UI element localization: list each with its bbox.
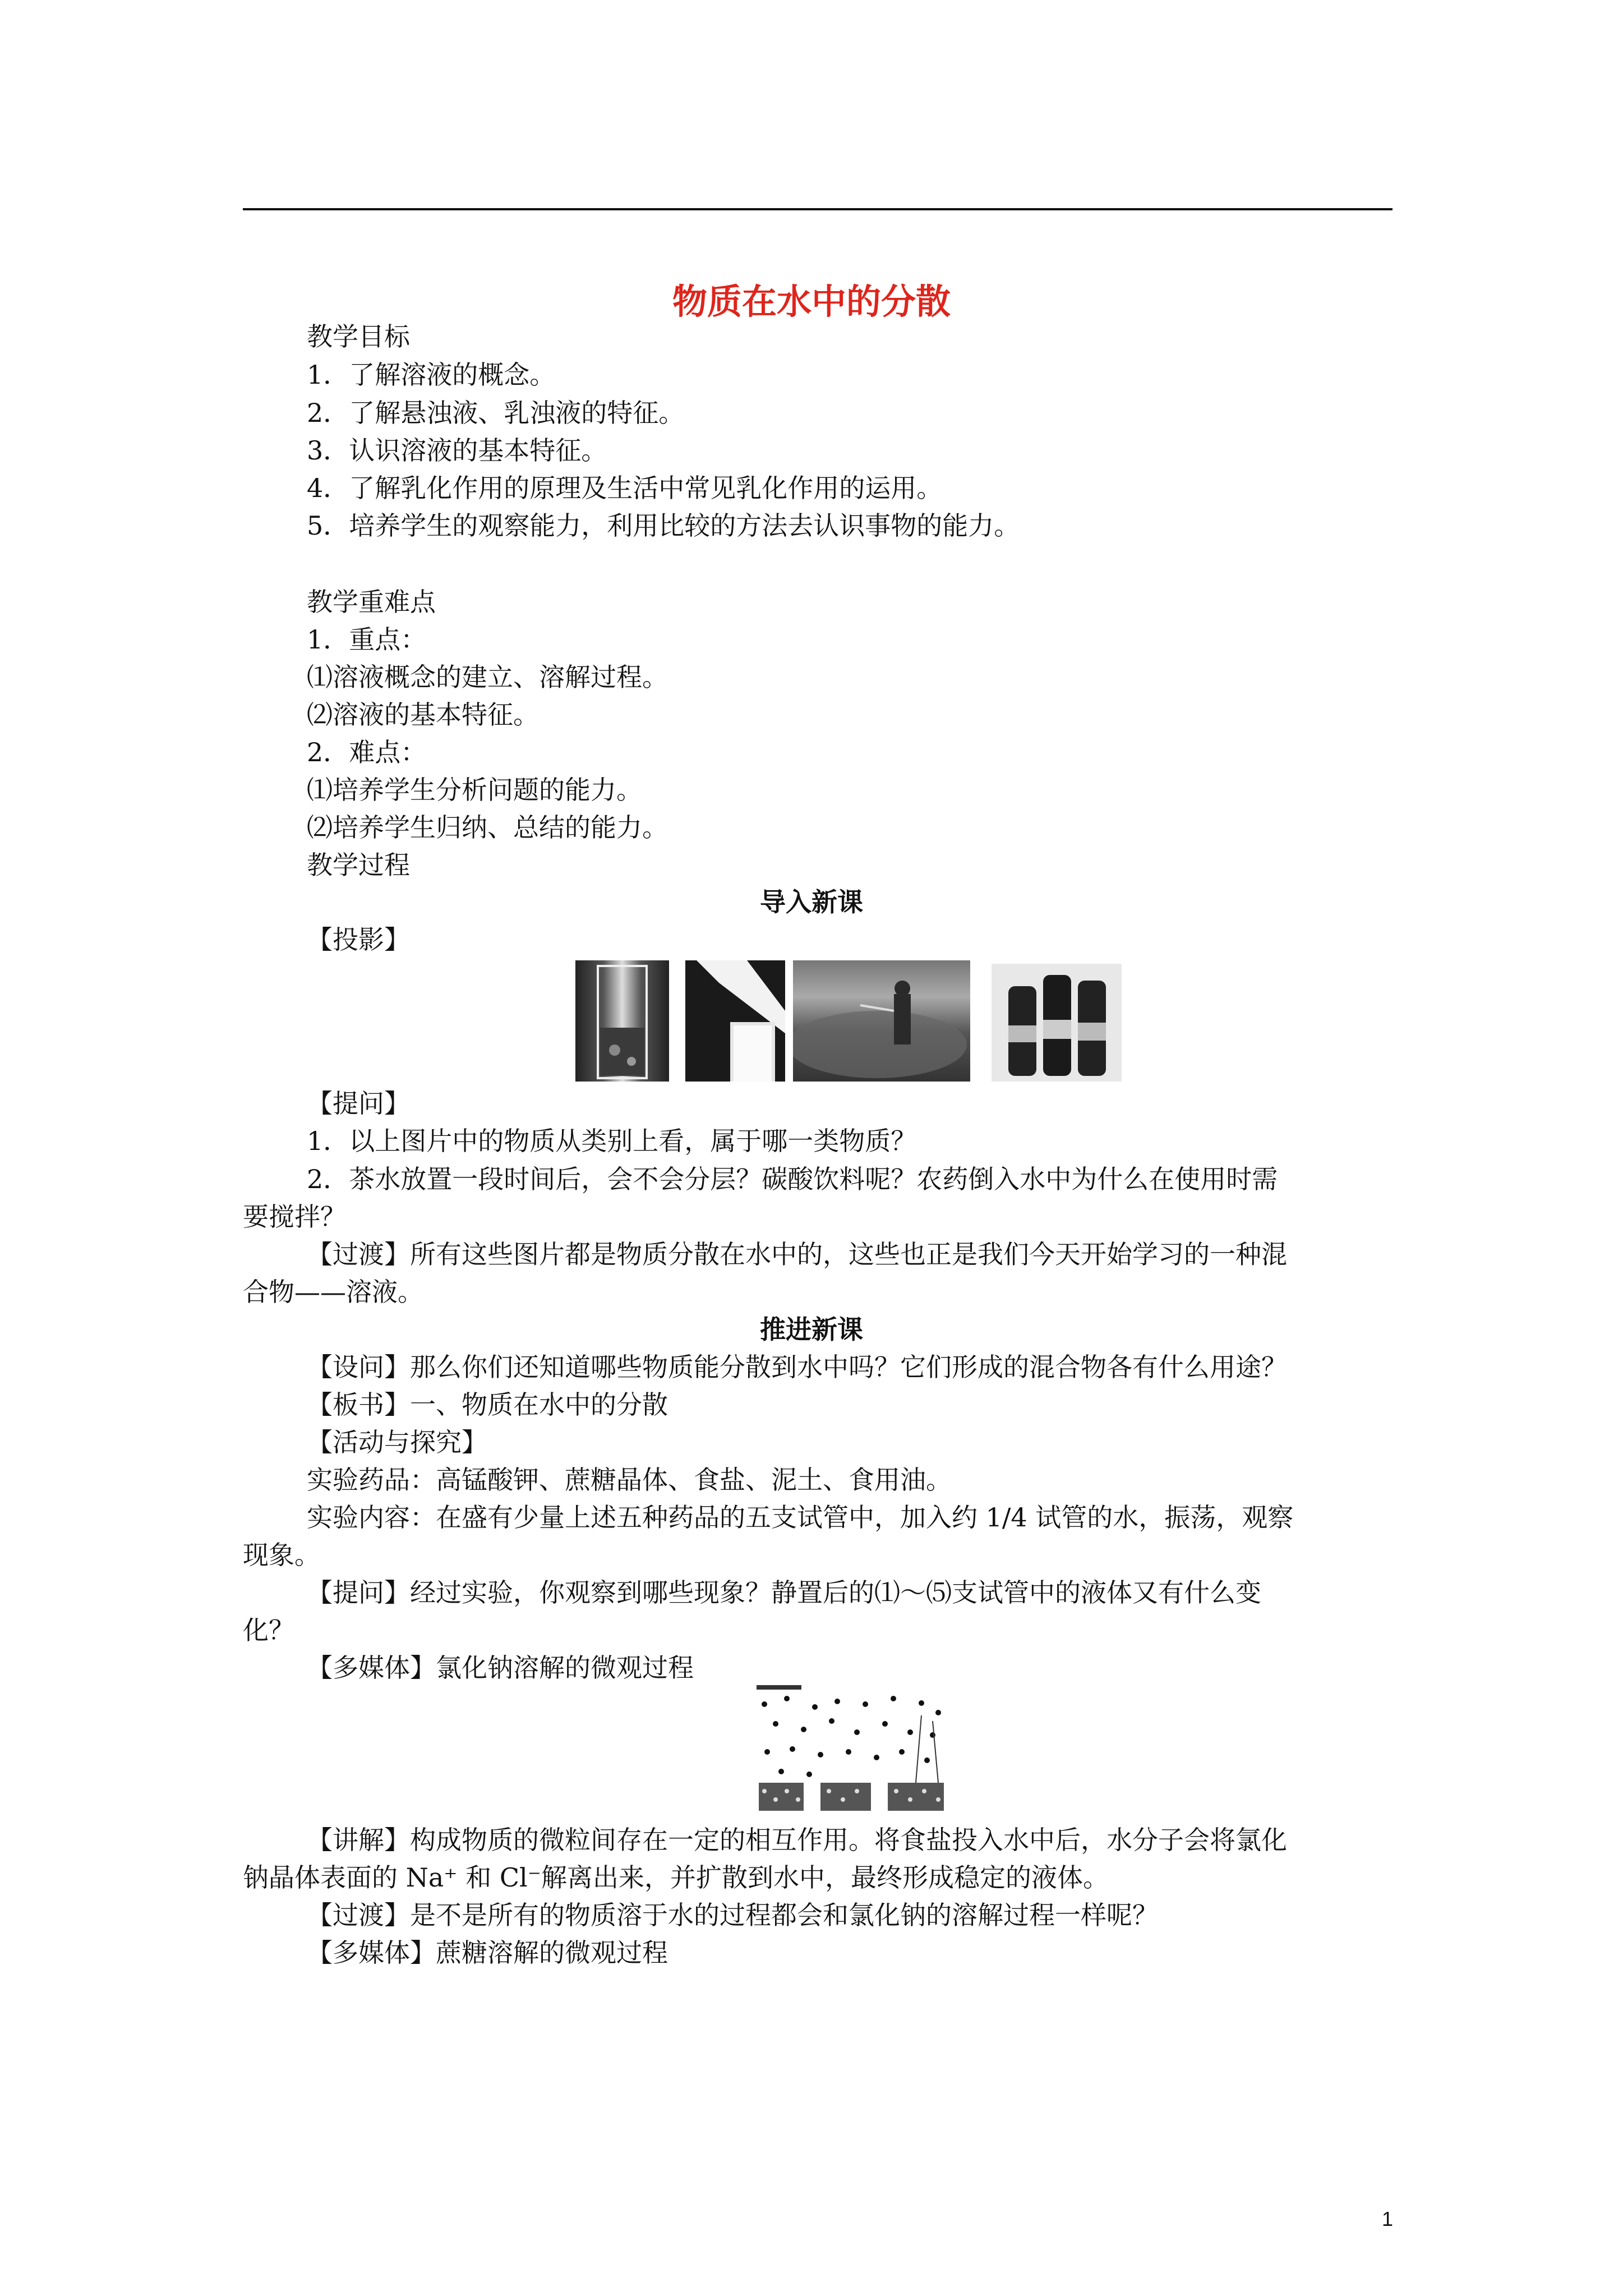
transition-2: 【过渡】是不是所有的物质溶于水的过程都会和氯化钠的溶解过程一样呢？ — [307, 1900, 1158, 1930]
nacl-dissolving-diagram — [753, 1682, 951, 1815]
explain-line2: 钠晶体表面的 Na⁺ 和 Cl⁻解离出来，并扩散到水中，最终形成稳定的液体。 — [243, 1862, 1109, 1893]
question-2-paragraph-line1: 【提问】经过实验，你观察到哪些现象？静置后的⑴～⑸支试管中的液体又有什么变 — [307, 1577, 1261, 1608]
transition-1-line1: 【过渡】所有这些图片都是物质分散在水中的，这些也正是我们今天开始学习的一种混 — [307, 1239, 1287, 1269]
difficulty-item: ⑴培养学生分析问题的能力。 — [307, 775, 642, 805]
explain-line1: 【讲解】构成物质的微粒间存在一定的相互作用。将食盐投入水中后，水分子会将氯化 — [307, 1825, 1287, 1855]
transition-1-line2: 合物——溶液。 — [243, 1277, 423, 1307]
multimedia-sucrose: 【多媒体】蔗糖溶解的微观过程 — [307, 1938, 668, 1968]
question-2-line1: 2．茶水放置一段时间后，会不会分层？碳酸饮料呢？农药倒入水中为什么在使用时需 — [307, 1164, 1278, 1194]
section-heading-intro: 导入新课 — [760, 887, 863, 917]
objective-item: 4．了解乳化作用的原理及生活中常见乳化作用的运用。 — [307, 473, 943, 503]
header-rule — [243, 208, 1393, 210]
keypoints-heading: 教学重难点 — [307, 587, 436, 617]
difficulty-item: ⑵培养学生归纳、总结的能力。 — [307, 812, 668, 843]
activity-label: 【活动与探究】 — [307, 1427, 487, 1457]
key-item: ⑴溶液概念的建立、溶解过程。 — [307, 662, 668, 692]
projection-label: 【投影】 — [307, 924, 410, 955]
page-number: 1 — [1381, 2207, 1393, 2230]
tea-photo — [575, 960, 669, 1082]
reagents-line: 实验药品：高锰酸钾、蔗糖晶体、食盐、泥土、食用油。 — [307, 1465, 952, 1495]
ask-paragraph: 【设问】那么你们还知道哪些物质能分散到水中吗？它们形成的混合物各有什么用途？ — [307, 1352, 1287, 1382]
section-heading-new: 推进新课 — [760, 1314, 863, 1345]
key-item: ⑵溶液的基本特征。 — [307, 700, 539, 730]
objective-item: 2．了解悬浊液、乳浊液的特征。 — [307, 398, 685, 428]
objectives-heading: 教学目标 — [307, 321, 410, 352]
difficulty-label: 2．难点： — [307, 737, 427, 767]
key-label: 1．重点： — [307, 624, 427, 655]
soda-bottles-photo — [992, 964, 1122, 1082]
process-heading: 教学过程 — [307, 850, 410, 880]
page-title: 物质在水中的分散 — [672, 281, 951, 322]
multimedia-nacl: 【多媒体】氯化钠溶解的微观过程 — [307, 1653, 694, 1683]
question-1: 1．以上图片中的物质从类别上看，属于哪一类物质？ — [307, 1126, 917, 1156]
content-line2: 现象。 — [243, 1540, 320, 1570]
objective-item: 3．认识溶液的基本特征。 — [307, 435, 607, 466]
objective-item: 5．培养学生的观察能力，利用比较的方法去认识事物的能力。 — [307, 510, 1020, 541]
objective-item: 1．了解溶液的概念。 — [307, 360, 556, 390]
question-2-paragraph-line2: 化？ — [243, 1615, 294, 1645]
question-label: 【提问】 — [307, 1088, 410, 1119]
pesticide-spray-photo — [793, 960, 970, 1082]
board-note: 【板书】一、物质在水中的分散 — [307, 1389, 668, 1420]
milk-photo — [685, 960, 785, 1082]
question-2-line2: 要搅拌？ — [243, 1202, 346, 1232]
content-line1: 实验内容：在盛有少量上述五种药品的五支试管中，加入约 1/4 试管的水，振荡，观察 — [307, 1502, 1294, 1533]
